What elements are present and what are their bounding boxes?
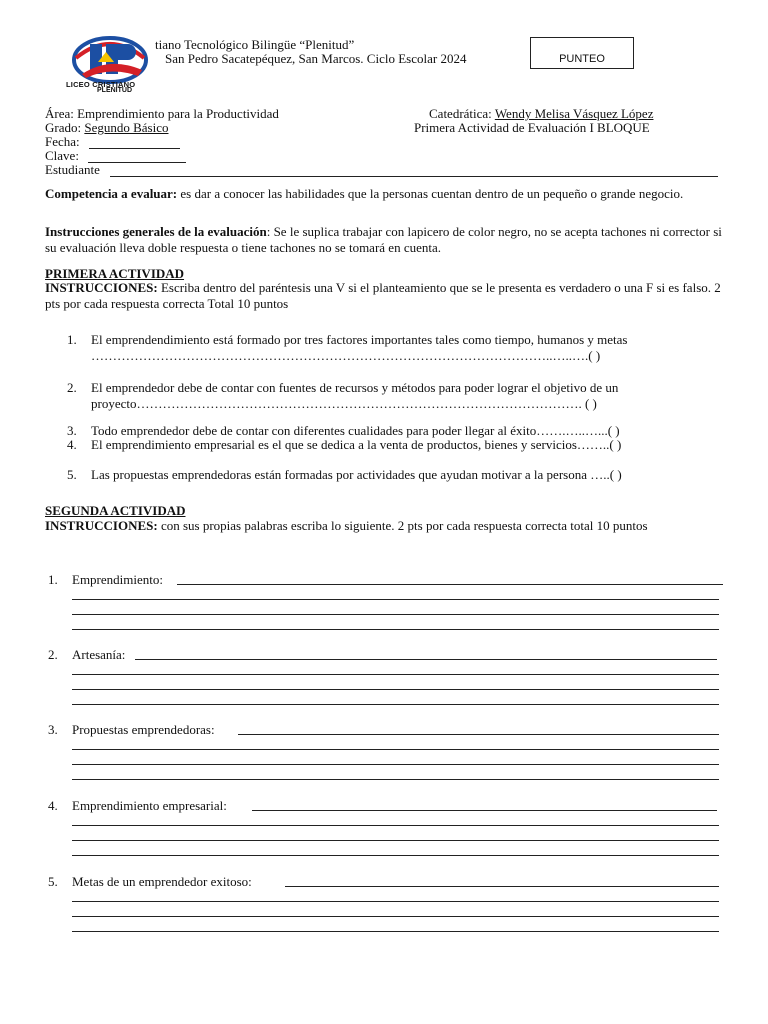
short-answer-label: Artesanía:	[72, 647, 126, 662]
answer-line[interactable]	[72, 779, 719, 780]
clave-field[interactable]	[88, 162, 186, 163]
segunda-actividad-title: SEGUNDA ACTIVIDAD	[45, 503, 186, 518]
primera-instr-label: INSTRUCCIONES:	[45, 280, 158, 295]
vf-item-number: 4.	[67, 437, 77, 452]
vf-item-text: El emprendedor debe de contar con fuentes de recursos y métodos para poder lograr el objetivo de un proyecto…………………………………………………………………………………………. ( )	[91, 380, 619, 411]
segunda-instrucciones	[45, 518, 725, 534]
clave-label: Clave:	[45, 148, 79, 163]
answer-line[interactable]	[72, 704, 719, 705]
competencia-text: es dar a conocer las habilidades que la personas cuentan dentro de un pequeño o grande negocio.	[177, 186, 684, 201]
logo-text-top: LICEO CRISTIANO	[66, 80, 136, 89]
vf-item-number: 1.	[67, 332, 77, 347]
catedratica-value: Wendy Melisa Vásquez López	[494, 106, 654, 121]
short-answer-label: Metas de un emprendedor exitoso:	[72, 874, 252, 889]
vf-item-number: 3.	[67, 423, 77, 438]
catedratica-label: Catedrática:	[429, 106, 492, 121]
competencia-label: Competencia a evaluar:	[45, 186, 178, 201]
answer-line[interactable]	[72, 689, 719, 690]
actividad-text: Primera Actividad de Evaluación I BLOQUE	[414, 120, 650, 135]
answer-line[interactable]	[72, 901, 719, 902]
short-answer-label: Propuestas emprendedoras:	[72, 722, 215, 737]
primera-instr-text: Escriba dentro del paréntesis una V si el planteamiento que se le presenta es verdadero o una F si es falso. 2 pts por cada respuesta correcta Total 10 puntos	[45, 280, 721, 311]
short-answer-number: 2.	[48, 647, 58, 662]
answer-line[interactable]	[72, 749, 719, 750]
answer-line[interactable]	[72, 614, 719, 615]
vf-item-text: El emprendendimiento está formado por tres factores importantes tales como tiempo, humanos y metas ……………………………………………………………………………………………..…..….( )	[91, 332, 628, 363]
vf-item-text: Las propuestas emprendedoras están formadas por actividades que ayudan motivar a la persona …..( )	[91, 467, 622, 482]
instrucciones-generales-label: Instrucciones generales de la evaluación	[45, 224, 267, 239]
estudiante-field[interactable]	[110, 176, 718, 177]
answer-line[interactable]	[72, 599, 719, 600]
vf-item-text: El emprendimiento empresarial es el que se dedica a la venta de productos, bienes y servicios……..( )	[91, 437, 622, 452]
short-answer-number: 3.	[48, 722, 58, 737]
fecha-label: Fecha:	[45, 134, 80, 149]
short-answer-label: Emprendimiento empresarial:	[72, 798, 227, 813]
segunda-instr-label: INSTRUCCIONES:	[45, 518, 158, 533]
answer-line[interactable]	[135, 659, 717, 660]
answer-line[interactable]	[72, 840, 719, 841]
answer-line[interactable]	[177, 584, 723, 585]
answer-line[interactable]	[72, 825, 719, 826]
short-answer-number: 5.	[48, 874, 58, 889]
answer-line[interactable]	[285, 886, 719, 887]
answer-line[interactable]	[72, 629, 719, 630]
short-answer-number: 1.	[48, 572, 58, 587]
logo-text-bottom: PLENITUD	[97, 87, 132, 94]
school-name: tiano Tecnológico Bilingüe “Plenitud”	[155, 37, 355, 52]
score-label: PUNTEO	[559, 53, 605, 65]
school-logo	[62, 36, 158, 96]
answer-line[interactable]	[72, 855, 719, 856]
instrucciones-generales-text: : Se le suplica trabajar con lapicero de color negro, no se acepta tachones ni corrector si su evaluación lleva doble respuesta o tiene tachones no se tomará en cuenta.	[45, 224, 722, 255]
area-text: Área: Emprendimiento para la Productividad	[45, 106, 279, 121]
fecha-field[interactable]	[89, 148, 180, 149]
answer-line[interactable]	[72, 674, 719, 675]
instrucciones-generales-paragraph	[45, 224, 725, 256]
grado-value: Segundo Básico	[84, 120, 169, 135]
answer-line[interactable]	[72, 931, 719, 932]
school-address: San Pedro Sacatepéquez, San Marcos. Ciclo Escolar 2024	[165, 51, 467, 66]
vf-item-number: 5.	[67, 467, 77, 482]
short-answer-label: Emprendimiento:	[72, 572, 163, 587]
primera-actividad-title: PRIMERA ACTIVIDAD	[45, 266, 185, 281]
segunda-instr-text: con sus propias palabras escriba lo siguiente. 2 pts por cada respuesta correcta total 10 puntos	[157, 518, 648, 533]
grado-label: Grado:	[45, 120, 82, 135]
short-answer-number: 4.	[48, 798, 58, 813]
score-box[interactable]	[530, 37, 634, 69]
answer-line[interactable]	[72, 764, 719, 765]
competencia-paragraph	[45, 186, 725, 202]
answer-line[interactable]	[252, 810, 717, 811]
vf-item-number: 2.	[67, 380, 77, 395]
estudiante-label: Estudiante	[45, 162, 100, 177]
vf-item-text: Todo emprendedor debe de contar con diferentes cualidades para poder llegar al éxito…….…..…...( )	[91, 423, 620, 438]
answer-line[interactable]	[72, 916, 719, 917]
answer-line[interactable]	[238, 734, 719, 735]
primera-instrucciones	[45, 280, 725, 312]
